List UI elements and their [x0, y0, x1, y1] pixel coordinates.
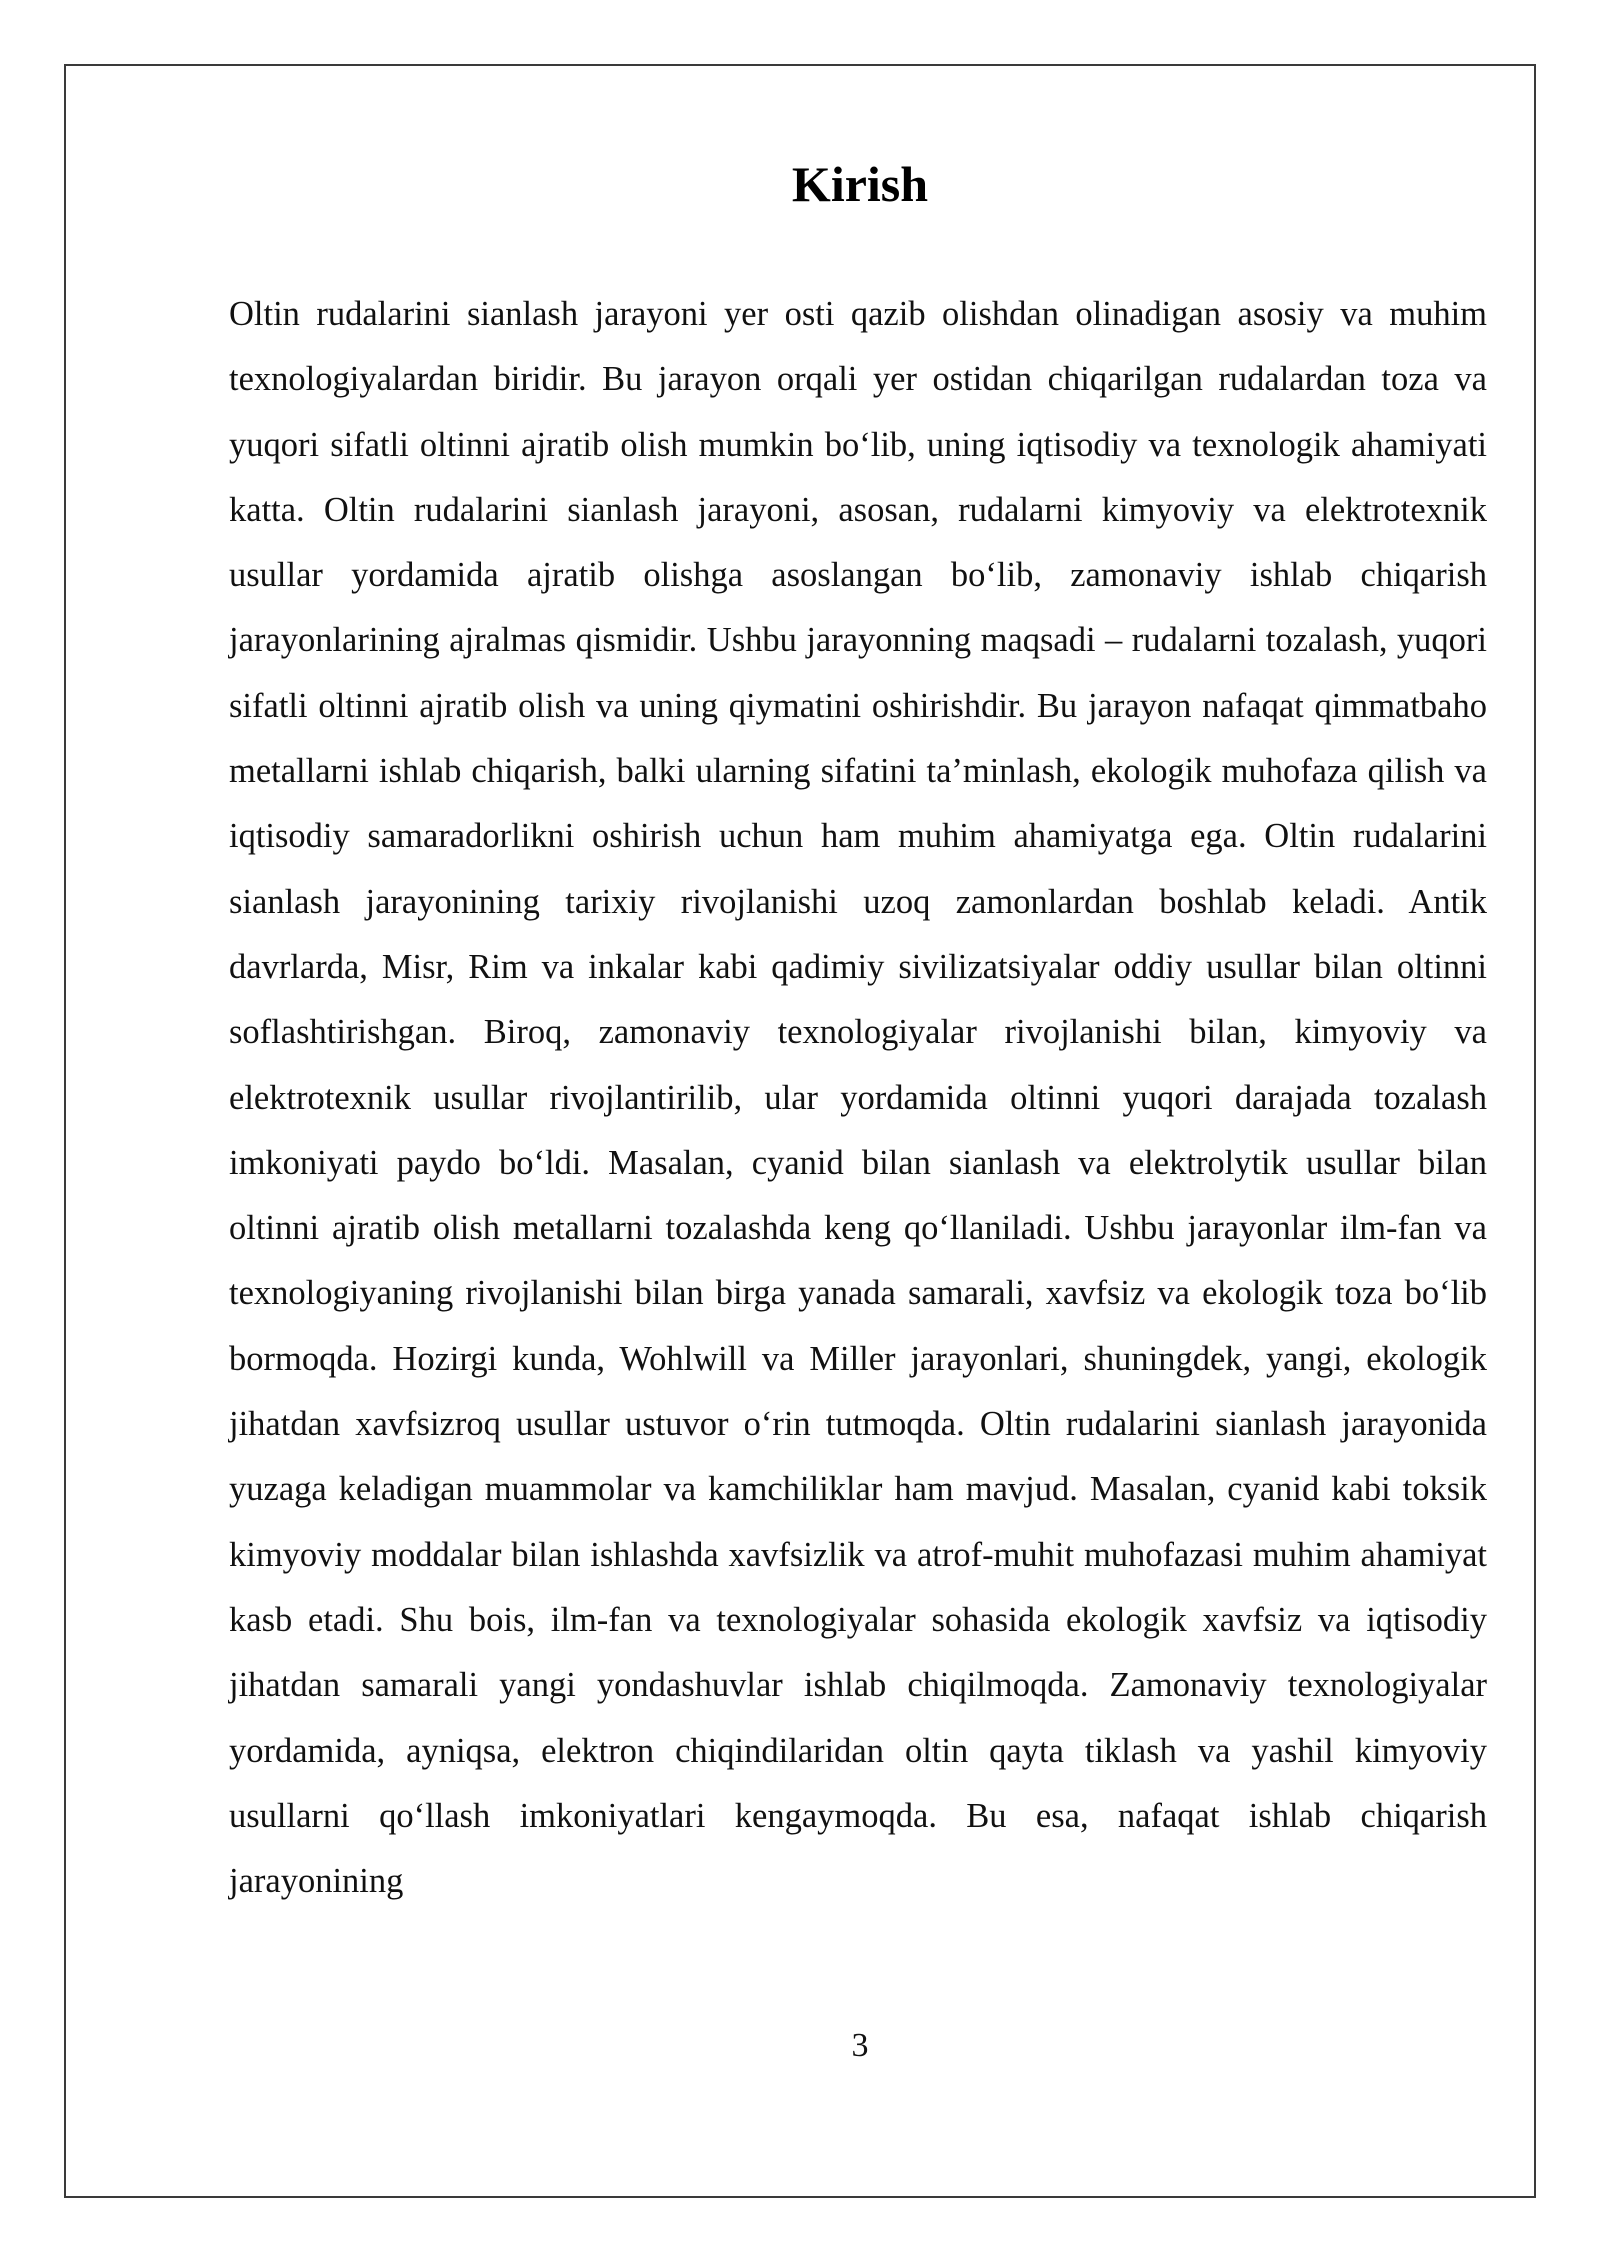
body-paragraph: Oltin rudalarini sianlash jarayoni yer osti qazib olishdan olinadigan asosiy va muhim texnologiyalardan biridir. Bu jarayon orqali yer ostidan chiqarilgan rudalardan toza va yuqori sifatli oltinni ajratib olish mumkin bo‘lib, uning iqtisodiy va texnologik ahamiyati katta. Oltin rudalarini sianlash jarayoni, asosan, rudalarni kimyoviy va elektrotexnik usullar yordamida ajratib olishga asoslangan bo‘lib, zamonaviy ishlab chiqarish jarayonlarining ajralmas qismidir. Ushbu jarayonning maqsadi – rudalarni tozalash, yuqori sifatli oltinni ajratib olish va uning qiymatini oshirishdir. Bu jarayon nafaqat qimmatbaho metallarni ishlab chiqarish, balki ularning sifatini ta’minlash, ekologik muhofaza qilish va iqtisodiy samaradorlikni oshirish uchun ham muhim ahamiyatga ega. Oltin rudalarini sianlash jarayonining tarixiy rivojlanishi uzoq zamonlardan boshlab keladi. Antik davrlarda, Misr, Rim va inkalar kabi qadimiy sivilizatsiyalar oddiy usullar bilan oltinni soflashtirishgan. Biroq, zamonaviy texnologiyalar rivojlanishi bilan, kimyoviy va elektrotexnik usullar rivojlantirilib, ular yordamida oltinni yuqori darajada tozalash imkoniyati paydo bo‘ldi. Masalan, cyanid bilan sianlash va elektrolytik usullar bilan oltinni ajratib olish metallarni tozalashda keng qo‘llaniladi. Ushbu jarayonlar ilm-fan va texnologiyaning rivojlanishi bilan birga yanada samarali, xavfsiz va ekologik toza bo‘lib bormoqda. Hozirgi kunda, Wohlwill va Miller jarayonlari, shuningdek, yangi, ekologik jihatdan xavfsizroq usullar ustuvor o‘rin tutmoqda. Oltin rudalarini sianlash jarayonida yuzaga keladigan muammolar va kamchiliklar ham mavjud. Masalan, cyanid kabi toksik kimyoviy moddalar bilan ishlashda xavfsizlik va atrof-muhit muhofazasi muhim ahamiyat kasb etadi. Shu bois, ilm-fan va texnologiyalar sohasida ekologik xavfsiz va iqtisodiy jihatdan samarali yangi yondashuvlar ishlab chiqilmoqda. Zamonaviy texnologiyalar yordamida, ayniqsa, elektron chiqindilaridan oltin qayta tiklash va yashil kimyoviy usullarni qo‘llash imkoniyatlari kengaymoqda. Bu esa, nafaqat ishlab chiqarish jarayonining	[229, 295, 1487, 1901]
page-number: 3	[851, 2027, 869, 2064]
page-title: Kirish	[791, 156, 929, 212]
